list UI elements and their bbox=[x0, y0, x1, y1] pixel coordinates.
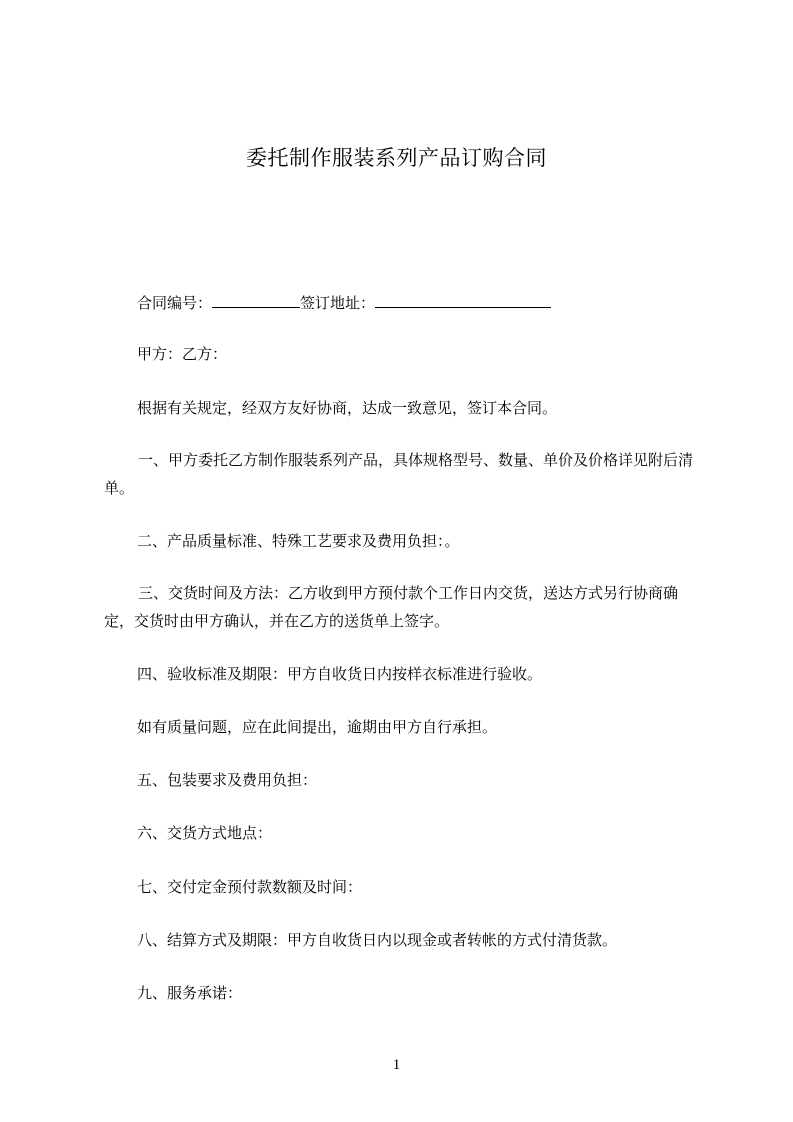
contract-info-line bbox=[137, 294, 551, 311]
document-title: 委托制作服装系列产品订购合同 bbox=[246, 146, 547, 170]
contract-number-blank bbox=[212, 294, 300, 308]
clause-6: 六、交货方式地点： bbox=[137, 824, 273, 842]
sign-place-blank bbox=[375, 294, 551, 308]
clause-5: 五、包装要求及费用负担： bbox=[137, 771, 318, 789]
parties-line: 甲方：乙方： bbox=[137, 345, 228, 363]
sign-place-label: 签订地址： bbox=[300, 294, 376, 312]
clause-8: 八、结算方式及期限：甲方自收货日内以现金或者转帐的方式付清货款。 bbox=[137, 931, 618, 949]
clause-2: 二、产品质量标准、特殊工艺要求及费用负担：。 bbox=[137, 532, 460, 550]
intro-paragraph: 根据有关规定，经双方友好协商，达成一致意见，签订本合同。 bbox=[137, 399, 558, 417]
clause-3: 三、交货时间及方法：乙方收到甲方预付款个工作日内交货，送达方式另行协商确定，交货时由甲方确认，并在乙方的送货单上签字。 bbox=[104, 584, 679, 630]
clause-9: 九、服务承诺： bbox=[137, 984, 243, 1002]
page-number: 1 bbox=[392, 1057, 401, 1073]
clause-1: 一、甲方委托乙方制作服装系列产品，具体规格型号、数量、单价及价格详见附后清单。 bbox=[104, 451, 694, 497]
contract-number-label: 合同编号： bbox=[137, 294, 213, 312]
clause-7: 七、交付定金预付款数额及时间： bbox=[137, 878, 363, 896]
clause-4-note: 如有质量问题，应在此间提出，逾期由甲方自行承担。 bbox=[137, 718, 498, 736]
clause-4: 四、验收标准及期限：甲方自收货日内按样衣标准进行验收。 bbox=[137, 665, 543, 683]
